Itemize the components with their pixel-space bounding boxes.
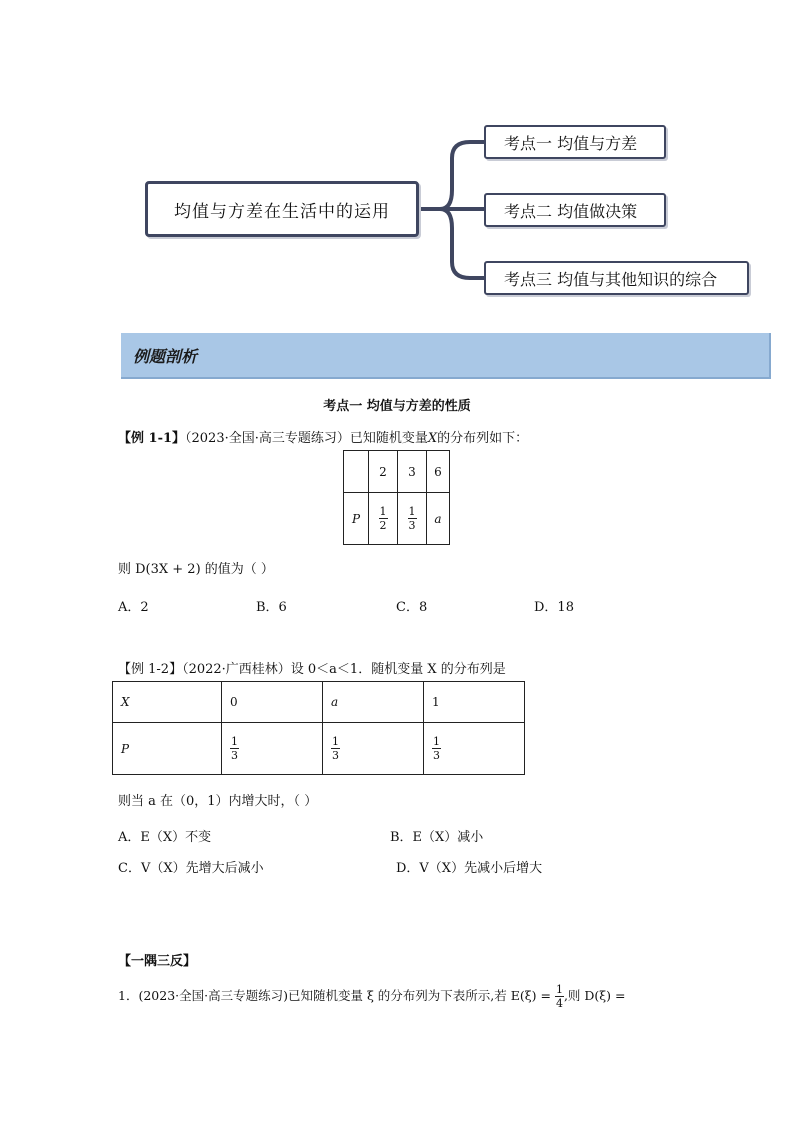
option-a: A．2 — [118, 600, 149, 615]
example-source: （2023·全国·高三专题练习）已知随机变量 — [185, 431, 428, 446]
fraction: $\frac{1}{2}$ — [379, 505, 387, 532]
example-1-2-stem: 【例 1-2】（2022·广西桂林）设 0＜a＜1．随机变量 X 的分布列是 — [118, 662, 506, 677]
mindmap-root: 均值与方差在生活中的运用 — [145, 181, 419, 237]
table-cell: 1 — [424, 682, 525, 723]
table-cell: 2 — [369, 451, 398, 493]
option-a: A．E（X）不变 — [118, 830, 212, 845]
example-1-1-question: 则 D(3X + 2) 的值为（ ） — [118, 562, 274, 577]
fraction: $\frac{1}{3}$ — [332, 735, 339, 762]
p-label: P — [351, 511, 361, 526]
fraction: $\frac{1}{3}$ — [433, 735, 440, 762]
option-c: C．8 — [396, 600, 428, 615]
section-title: 考点一 均值与方差的性质 — [323, 399, 471, 414]
fraction: $\frac{1}{3}$ — [408, 505, 416, 532]
distribution-table-2 — [112, 681, 525, 775]
example-tail: 的分布列如下： — [437, 431, 529, 446]
mindmap-node-3: 考点三 均值与其他知识的综合 — [484, 261, 749, 295]
table-cell: 3 — [398, 451, 427, 493]
practice-text: 1．(2023·全国·高三专题练习)已知随机变量 ξ 的分布列为下表所示,若 E(ξ) = — [118, 988, 555, 1003]
table-cell — [344, 493, 369, 545]
option-b: B．E（X）减小 — [390, 830, 484, 845]
banner-title: 例题剖析 — [133, 347, 198, 366]
distribution-table-1 — [343, 450, 450, 545]
table-cell — [222, 723, 323, 775]
option-d: D．18 — [534, 600, 574, 615]
table-cell — [427, 493, 450, 545]
table-cell: a — [323, 682, 424, 723]
practice-item-1 — [118, 984, 626, 1009]
practice-label: 【一隅三反】 — [118, 954, 197, 969]
practice-text-end: ,则 D(ξ) = — [563, 988, 626, 1003]
table-cell: 6 — [427, 451, 450, 493]
table-cell: P — [113, 723, 222, 775]
option-c: C．V（X）先增大后减小 — [118, 861, 264, 876]
fraction: $\frac{1}{3}$ — [231, 735, 238, 762]
table-cell — [424, 723, 525, 775]
mindmap-node-1: 考点一 均值与方差 — [484, 125, 666, 159]
variable-x: X — [427, 431, 438, 446]
option-d: D．V（X）先减小后增大 — [396, 861, 543, 876]
example-1-2-question: 则当 a 在（0，1）内增大时，（ ） — [118, 794, 318, 809]
a-value: a — [434, 511, 442, 526]
fraction: $\frac{1}{4}$ — [555, 983, 563, 1010]
table-cell: X — [113, 682, 222, 723]
table-cell — [323, 723, 424, 775]
table-cell — [344, 451, 369, 493]
example-label: 【例 1-1】 — [118, 431, 186, 446]
table-cell: 0 — [222, 682, 323, 723]
table-cell — [398, 493, 427, 545]
table-cell — [369, 493, 398, 545]
mindmap-node-2: 考点二 均值做决策 — [484, 193, 666, 227]
option-b: B．6 — [256, 600, 287, 615]
section-banner — [121, 333, 771, 379]
example-1-1-stem — [118, 427, 528, 446]
